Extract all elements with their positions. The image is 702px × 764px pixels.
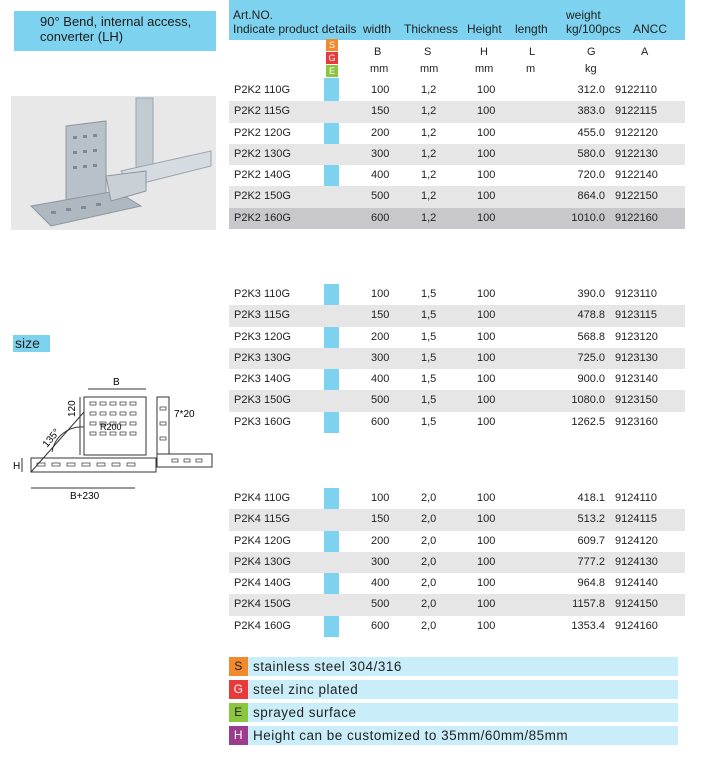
cell-art-no: P2K3 115G bbox=[234, 309, 291, 322]
cell-ancc: 9123120 bbox=[615, 330, 658, 343]
footer-badge-g: G bbox=[229, 680, 248, 699]
table-row bbox=[229, 165, 685, 186]
dim-r200: R200 bbox=[100, 422, 122, 432]
footer-item-e bbox=[229, 703, 678, 722]
cell-ancc: 9122130 bbox=[615, 147, 658, 160]
cell-width: 200 bbox=[371, 126, 390, 139]
cell-width: 500 bbox=[371, 394, 390, 407]
cell-ancc: 9123130 bbox=[615, 351, 658, 364]
cell-width: 150 bbox=[371, 105, 390, 118]
cell-weight: 609.7 bbox=[577, 534, 605, 547]
cell-width: 300 bbox=[371, 147, 390, 160]
cell-art-no: P2K2 120G bbox=[234, 126, 291, 139]
header-indicate: Indicate product details bbox=[233, 22, 357, 36]
cell-height: 100 bbox=[477, 555, 496, 568]
cell-weight: 478.8 bbox=[577, 309, 605, 322]
table-subheader bbox=[229, 40, 685, 78]
cell-weight: 720.0 bbox=[577, 169, 605, 182]
cell-weight: 383.0 bbox=[577, 105, 605, 118]
dim-angle: 135° bbox=[40, 427, 63, 450]
cell-width: 150 bbox=[371, 513, 390, 526]
cell-height: 100 bbox=[477, 288, 496, 300]
footer-item-s bbox=[229, 657, 678, 676]
cell-ancc: 9122120 bbox=[615, 126, 658, 139]
cell-art-no: P2K2 110G bbox=[234, 84, 291, 96]
cell-height: 100 bbox=[477, 619, 496, 632]
cell-art-no: P2K4 115G bbox=[234, 513, 291, 526]
cell-art-no: P2K3 130G bbox=[234, 351, 291, 364]
cell-thickness: 1,2 bbox=[421, 84, 437, 96]
sub-unit-b: mm bbox=[370, 63, 389, 75]
dim-b230: B+230 bbox=[70, 491, 100, 502]
cell-ancc: 9124130 bbox=[615, 555, 658, 568]
cell-thickness: 1,5 bbox=[421, 373, 437, 386]
product-title: 90° Bend, internal access, converter (LH) bbox=[14, 11, 216, 51]
cell-thickness: 1,2 bbox=[421, 105, 437, 118]
cell-art-no: P2K4 140G bbox=[234, 577, 291, 590]
table-group-2 bbox=[229, 284, 685, 433]
cell-ancc: 9124115 bbox=[615, 513, 658, 526]
cell-art-no: P2K2 150G bbox=[234, 190, 291, 203]
sub-letter-h: H bbox=[480, 46, 488, 58]
cell-height: 100 bbox=[477, 492, 496, 504]
cell-weight: 964.8 bbox=[577, 577, 605, 590]
footer-badge-s: S bbox=[229, 657, 248, 676]
table-row bbox=[229, 123, 685, 144]
cell-thickness: 1,5 bbox=[421, 309, 437, 322]
legend-s-badge: S bbox=[326, 39, 338, 51]
cell-width: 600 bbox=[371, 211, 390, 224]
cell-thickness: 2,0 bbox=[421, 555, 437, 568]
cell-height: 100 bbox=[477, 577, 496, 590]
cell-height: 100 bbox=[477, 351, 496, 364]
cell-width: 100 bbox=[371, 288, 390, 300]
cell-width: 500 bbox=[371, 190, 390, 203]
cell-art-no: P2K4 120G bbox=[234, 534, 291, 547]
footer-label-e: sprayed surface bbox=[253, 705, 357, 720]
cell-height: 100 bbox=[477, 513, 496, 526]
table-row bbox=[229, 144, 685, 165]
cell-art-no: P2K3 140G bbox=[234, 373, 291, 386]
cell-height: 100 bbox=[477, 190, 496, 203]
cell-height: 100 bbox=[477, 373, 496, 386]
cell-height: 100 bbox=[477, 169, 496, 182]
legend-e-badge: E bbox=[326, 65, 338, 77]
footer-label-s: stainless steel 304/316 bbox=[253, 659, 402, 674]
cell-ancc: 9122115 bbox=[615, 105, 658, 118]
cell-width: 600 bbox=[371, 415, 390, 428]
table-row bbox=[229, 552, 685, 573]
cell-ancc: 9123110 bbox=[615, 288, 658, 300]
cell-art-no: P2K2 140G bbox=[234, 169, 291, 182]
dim-b: B bbox=[113, 377, 120, 388]
cell-weight: 864.0 bbox=[577, 190, 605, 203]
cell-weight: 513.2 bbox=[577, 513, 605, 526]
cell-ancc: 9124150 bbox=[615, 598, 658, 611]
header-ancc: ANCC bbox=[633, 22, 668, 36]
cell-art-no: P2K4 110G bbox=[234, 492, 291, 504]
cell-thickness: 2,0 bbox=[421, 577, 437, 590]
cell-thickness: 2,0 bbox=[421, 513, 437, 526]
cell-thickness: 1,5 bbox=[421, 415, 437, 428]
table-header bbox=[229, 0, 685, 40]
cell-ancc: 9123115 bbox=[615, 309, 658, 322]
cell-ancc: 9124120 bbox=[615, 534, 658, 547]
cell-weight: 1262.5 bbox=[571, 415, 605, 428]
cell-height: 100 bbox=[477, 147, 496, 160]
sub-unit-h: mm bbox=[475, 63, 494, 75]
cell-art-no: P2K3 150G bbox=[234, 394, 291, 407]
dim-120: 120 bbox=[67, 400, 78, 417]
cell-art-no: P2K4 160G bbox=[234, 619, 291, 632]
cell-art-no: P2K4 130G bbox=[234, 555, 291, 568]
cell-height: 100 bbox=[477, 534, 496, 547]
table-row bbox=[229, 509, 685, 530]
cell-weight: 777.2 bbox=[577, 555, 605, 568]
cell-weight: 580.0 bbox=[577, 147, 605, 160]
cell-width: 600 bbox=[371, 619, 390, 632]
table-row bbox=[229, 80, 685, 101]
cell-width: 500 bbox=[371, 598, 390, 611]
cell-height: 100 bbox=[477, 105, 496, 118]
sub-unit-l: m bbox=[526, 63, 536, 75]
cell-thickness: 1,2 bbox=[421, 190, 437, 203]
table-row bbox=[229, 284, 685, 305]
cell-height: 100 bbox=[477, 126, 496, 139]
cell-width: 100 bbox=[371, 84, 390, 96]
header-length: length bbox=[515, 22, 548, 36]
table-row bbox=[229, 390, 685, 411]
cell-thickness: 1,2 bbox=[421, 211, 437, 224]
table-row bbox=[229, 348, 685, 369]
cell-art-no: P2K2 115G bbox=[234, 105, 291, 118]
cell-height: 100 bbox=[477, 211, 496, 224]
table-row bbox=[229, 369, 685, 390]
cell-ancc: 9123160 bbox=[615, 415, 658, 428]
cell-ancc: 9122150 bbox=[615, 190, 658, 203]
cell-height: 100 bbox=[477, 415, 496, 428]
cell-thickness: 1,5 bbox=[421, 288, 437, 300]
header-thickness: Thickness bbox=[404, 22, 459, 36]
cell-width: 200 bbox=[371, 534, 390, 547]
cell-weight: 900.0 bbox=[577, 373, 605, 386]
table-row bbox=[229, 305, 685, 326]
cell-thickness: 2,0 bbox=[421, 534, 437, 547]
sub-unit-g: kg bbox=[585, 63, 597, 75]
table-row bbox=[229, 186, 685, 207]
cell-weight: 455.0 bbox=[577, 126, 605, 139]
cell-art-no: P2K2 160G bbox=[234, 211, 291, 224]
cell-weight: 1353.4 bbox=[571, 619, 605, 632]
cell-art-no: P2K3 160G bbox=[234, 415, 291, 428]
header-art-no: Art.NO. bbox=[233, 8, 274, 22]
cell-width: 400 bbox=[371, 373, 390, 386]
cell-ancc: 9124160 bbox=[615, 619, 658, 632]
cell-thickness: 2,0 bbox=[421, 619, 437, 632]
table-row bbox=[229, 573, 685, 594]
table-row bbox=[229, 616, 685, 637]
cell-weight: 1157.8 bbox=[572, 598, 605, 611]
size-label: size bbox=[13, 335, 50, 352]
cell-width: 300 bbox=[371, 351, 390, 364]
cell-art-no: P2K3 120G bbox=[234, 330, 291, 343]
cell-thickness: 1,5 bbox=[421, 394, 437, 407]
legend-g-badge: G bbox=[326, 52, 338, 64]
cell-thickness: 2,0 bbox=[421, 492, 437, 504]
cell-art-no: P2K2 130G bbox=[234, 147, 291, 160]
cell-weight: 1010.0 bbox=[571, 211, 605, 224]
cell-weight: 568.8 bbox=[577, 330, 605, 343]
cell-ancc: 9122110 bbox=[615, 84, 658, 96]
footer-badge-h: H bbox=[229, 726, 248, 745]
cell-ancc: 9124110 bbox=[615, 492, 658, 504]
cell-thickness: 2,0 bbox=[421, 598, 437, 611]
header-weight: weight bbox=[566, 8, 601, 22]
sub-letter-b: B bbox=[374, 46, 382, 58]
cell-width: 200 bbox=[371, 330, 390, 343]
header-height: Height bbox=[467, 22, 502, 36]
cell-thickness: 1,5 bbox=[421, 330, 437, 343]
table-row bbox=[229, 101, 685, 122]
cell-art-no: P2K3 110G bbox=[234, 288, 291, 300]
footer-label-g: steel zinc plated bbox=[253, 682, 359, 697]
sub-letter-a: A bbox=[641, 46, 649, 58]
cell-ancc: 9123150 bbox=[615, 394, 658, 407]
table-row bbox=[229, 412, 685, 433]
table-group-3 bbox=[229, 488, 685, 637]
table-row bbox=[229, 488, 685, 509]
footer-label-h: Height can be customized to 35mm/60mm/85mm bbox=[253, 728, 569, 743]
cell-weight: 418.1 bbox=[577, 492, 605, 504]
footer-badge-e: E bbox=[229, 703, 248, 722]
table-row bbox=[229, 594, 685, 615]
cell-thickness: 1,2 bbox=[421, 169, 437, 182]
dim-7x20: 7*20 bbox=[174, 409, 195, 420]
cell-width: 400 bbox=[371, 577, 390, 590]
cell-height: 100 bbox=[477, 84, 496, 96]
cell-width: 400 bbox=[371, 169, 390, 182]
cell-height: 100 bbox=[477, 598, 496, 611]
cell-width: 150 bbox=[371, 309, 390, 322]
cell-thickness: 1,2 bbox=[421, 147, 437, 160]
cell-weight: 312.0 bbox=[577, 84, 605, 96]
cell-ancc: 9122140 bbox=[615, 169, 658, 182]
cell-thickness: 1,2 bbox=[421, 126, 437, 139]
table-group-1 bbox=[229, 80, 685, 229]
header-width: width bbox=[363, 22, 392, 36]
cell-art-no: P2K4 150G bbox=[234, 598, 291, 611]
cell-width: 300 bbox=[371, 555, 390, 568]
cell-thickness: 1,5 bbox=[421, 351, 437, 364]
cell-weight: 390.0 bbox=[577, 288, 605, 300]
cell-ancc: 9124140 bbox=[615, 577, 658, 590]
cell-weight: 1080.0 bbox=[571, 394, 605, 407]
dim-h: H bbox=[13, 461, 21, 472]
product-photo bbox=[11, 96, 216, 230]
cell-height: 100 bbox=[477, 330, 496, 343]
table-row bbox=[229, 531, 685, 552]
header-weight-unit: kg/100pcs bbox=[566, 22, 621, 36]
dimension-diagram bbox=[12, 372, 226, 502]
cell-height: 100 bbox=[477, 309, 496, 322]
table-row bbox=[229, 327, 685, 348]
sub-letter-l: L bbox=[529, 46, 536, 58]
sub-unit-s: mm bbox=[420, 63, 439, 75]
cell-weight: 725.0 bbox=[577, 351, 605, 364]
cell-ancc: 9123140 bbox=[615, 373, 658, 386]
sub-letter-g: G bbox=[587, 46, 596, 58]
cell-width: 100 bbox=[371, 492, 390, 504]
footer-item-h bbox=[229, 726, 678, 745]
cell-height: 100 bbox=[477, 394, 496, 407]
footer-item-g bbox=[229, 680, 678, 699]
cell-ancc: 9122160 bbox=[615, 211, 658, 224]
table-row bbox=[229, 208, 685, 229]
sub-letter-s: S bbox=[424, 46, 432, 58]
